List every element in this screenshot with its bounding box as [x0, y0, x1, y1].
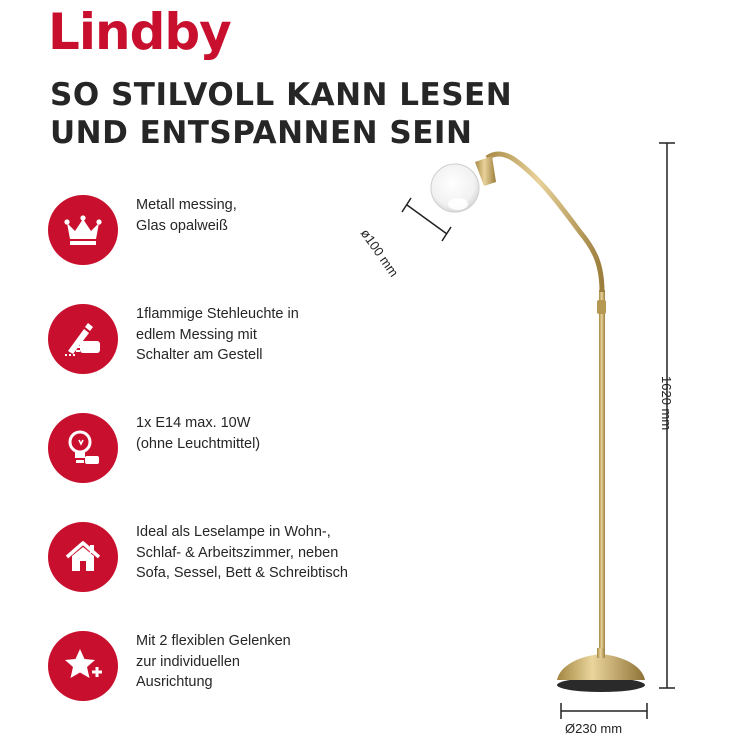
brand-logo: Lindby — [48, 3, 231, 61]
feature-line: Mit 2 flexiblen Gelenken — [136, 633, 291, 649]
feature-line: (ohne Leuchtmittel) — [136, 435, 261, 452]
headline-line-1: SO STILVOLL KANN LESEN — [50, 77, 513, 113]
feature-line: Ideal als Leselampe in Wohn-, — [136, 524, 331, 540]
feature-line: edlem Messing mit — [136, 326, 257, 343]
feature-line: Glas opalweiß — [136, 217, 228, 234]
base-diameter-label: Ø230 mm — [565, 721, 623, 736]
feature-line: Metall messing, — [136, 197, 237, 213]
height-label: 1620 mm — [659, 376, 674, 431]
feature-line: 1flammige Stehleuchte in — [136, 306, 299, 322]
lamp-arm — [487, 154, 602, 292]
feature-line: Schalter am Gestell — [136, 347, 263, 363]
lamp-pole — [599, 290, 605, 670]
shade-diameter-label: ø100 mm — [357, 226, 402, 280]
lamp-switch — [597, 300, 606, 314]
headline-line-2: UND ENTSPANNEN SEIN — [50, 115, 473, 151]
feature-line: Sofa, Sessel, Bett & Schreibtisch — [136, 565, 348, 581]
feature-line: Schlaf- & Arbeitszimmer, neben — [136, 544, 339, 561]
lamp-base-foot — [557, 678, 645, 692]
feature-line: 1x E14 max. 10W — [136, 415, 251, 431]
feature-line: Ausrichtung — [136, 674, 213, 690]
feature-line: zur individuellen — [136, 653, 240, 670]
base-dimension-line — [561, 703, 647, 719]
